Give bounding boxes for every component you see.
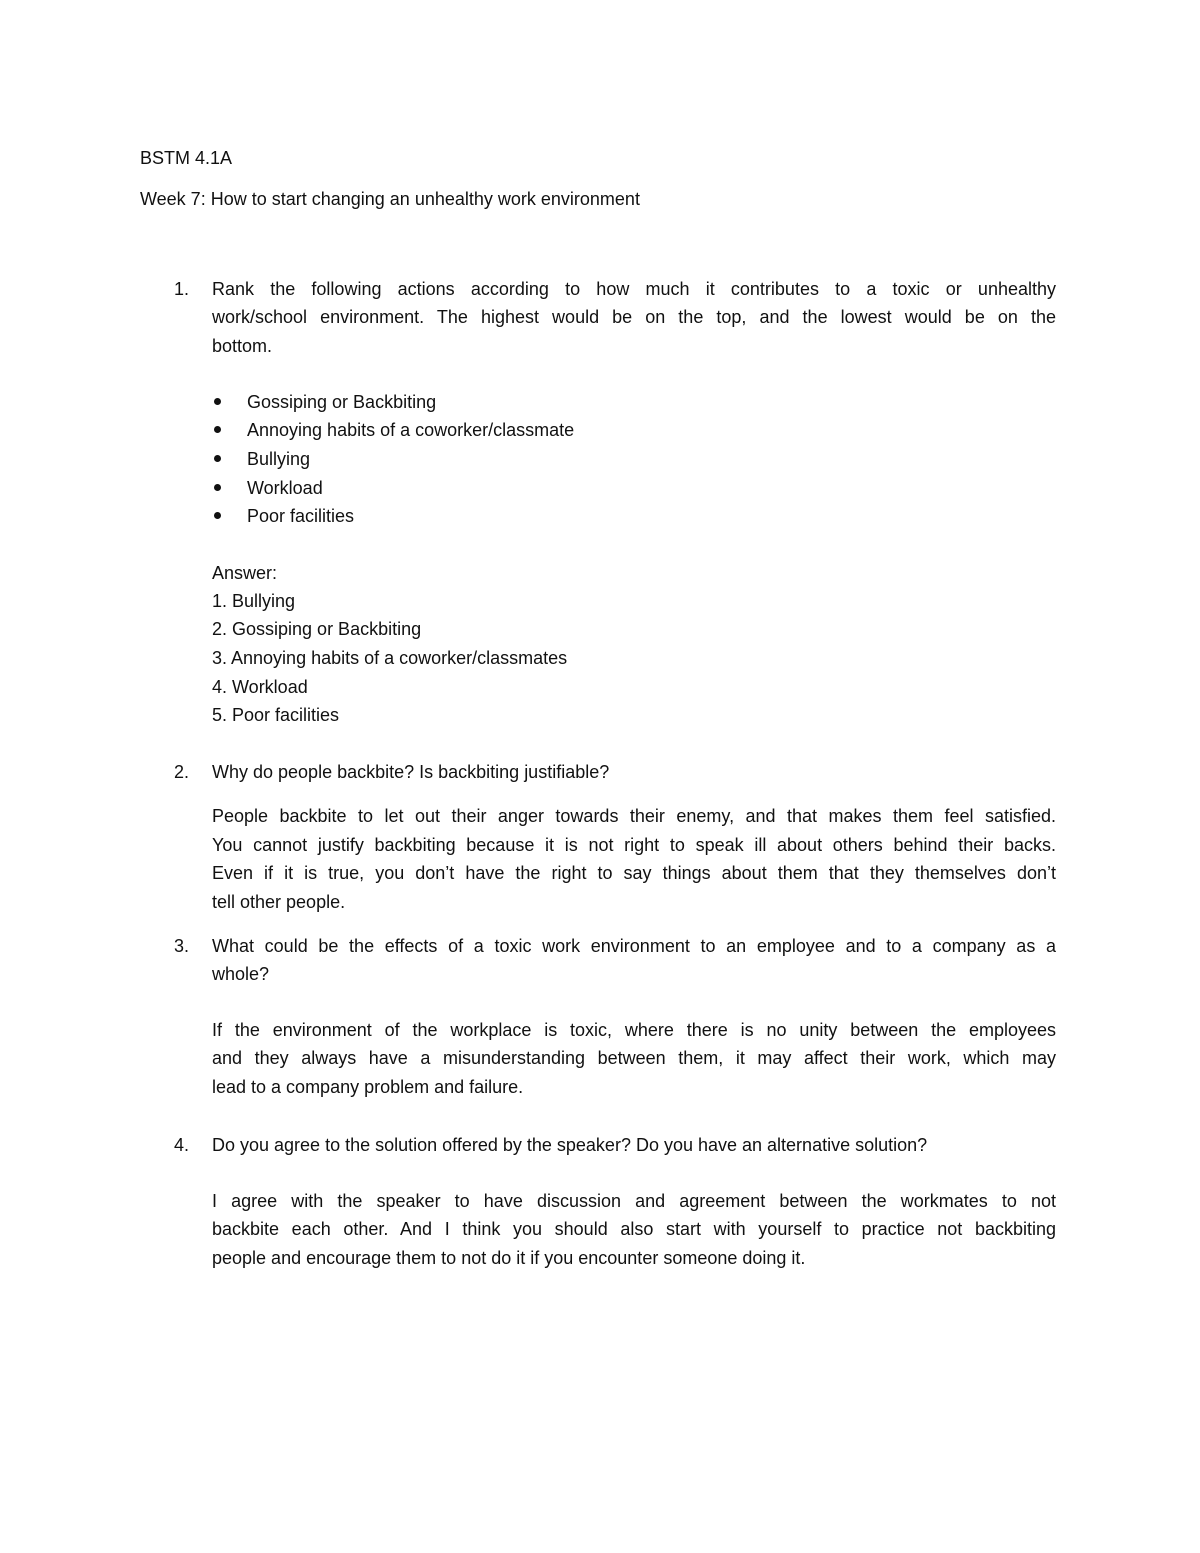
- question-3-line-1: What could be the effects of a toxic work environment to an employee and to a company as a: [212, 936, 1056, 956]
- question-1-number: 1.: [174, 279, 190, 299]
- question-2-answer-line-1: People backbite to let out their anger towards their enemy, and that makes them feel satisfied.: [212, 806, 1056, 826]
- question-4-number: 4.: [174, 1135, 190, 1155]
- question-1-line-1: Rank the following actions according to how much it contributes to a toxic or unhealthy: [212, 279, 1056, 299]
- question-2-text: Why do people backbite? Is backbiting justifiable?: [212, 762, 610, 782]
- question-1-line-2: work/school environment. The highest would be on the top, and the lowest would be on the: [212, 307, 1056, 327]
- list-item: Gossiping or Backbiting: [247, 392, 437, 412]
- list-item: Annoying habits of a coworker/classmate: [247, 420, 575, 440]
- question-3-answer-line-2: and they always have a misunderstanding between them, it may affect their work, which may: [212, 1048, 1056, 1068]
- question-3-answer-line-1: If the environment of the workplace is toxic, where there is no unity between the employees: [212, 1020, 1056, 1040]
- answer-label: Answer:: [212, 563, 278, 583]
- course-code: BSTM 4.1A: [140, 148, 233, 168]
- answer-item: 2. Gossiping or Backbiting: [212, 619, 422, 639]
- list-item: Bullying: [247, 449, 311, 469]
- question-4-answer-line-3: people and encourage them to not do it if you encounter someone doing it.: [212, 1248, 806, 1268]
- question-3-answer-line-3: lead to a company problem and failure.: [212, 1077, 524, 1097]
- question-2-answer-line-3: Even if it is true, you don’t have the right to say things about them that they themselves don’t: [212, 863, 1056, 883]
- question-2-answer-line-2: You cannot justify backbiting because it is not right to speak ill about others behind their backs.: [212, 835, 1056, 855]
- week-title: Week 7: How to start changing an unhealthy work environment: [140, 189, 640, 209]
- bullet-icon: [214, 398, 221, 405]
- answer-item: 5. Poor facilities: [212, 705, 340, 725]
- answer-item: 1. Bullying: [212, 591, 296, 611]
- question-3-line-2: whole?: [212, 964, 270, 984]
- bullet-icon: [214, 426, 221, 433]
- question-4-text: Do you agree to the solution offered by the speaker? Do you have an alternative solution?: [212, 1135, 928, 1155]
- question-4-answer-line-2: backbite each other. And I think you should also start with yourself to practice not backbiting: [212, 1219, 1056, 1239]
- question-2-answer-line-4: tell other people.: [212, 892, 346, 912]
- bullet-icon: [214, 484, 221, 491]
- answer-item: 4. Workload: [212, 677, 308, 697]
- question-3-number: 3.: [174, 936, 190, 956]
- question-2-number: 2.: [174, 762, 190, 782]
- bullet-icon: [214, 455, 221, 462]
- answer-item: 3. Annoying habits of a coworker/classmates: [212, 648, 568, 668]
- bullet-icon: [214, 512, 221, 519]
- list-item: Workload: [247, 478, 323, 498]
- question-4-answer-line-1: I agree with the speaker to have discussion and agreement between the workmates to not: [212, 1191, 1056, 1211]
- question-1-line-3: bottom.: [212, 336, 273, 356]
- list-item: Poor facilities: [247, 506, 355, 526]
